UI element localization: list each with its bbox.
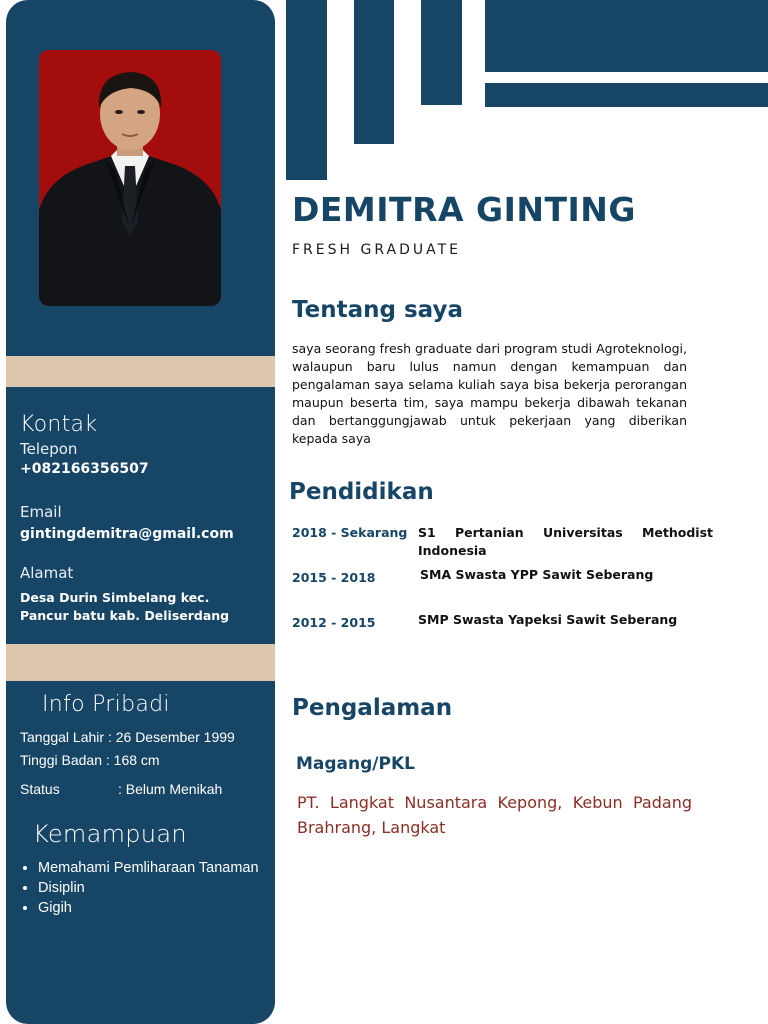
decor-bar-3: [421, 0, 462, 105]
experience-place: PT. Langkat Nusantara Kepong, Kebun Padang Brahrang, Langkat: [297, 793, 692, 837]
skill-item: • Memahami Pemliharaan Tanaman: [38, 858, 268, 878]
about-title: Tentang saya: [292, 297, 463, 323]
education-school: SMA Swasta YPP Sawit Seberang: [420, 567, 654, 582]
decor-bar-5: [485, 83, 768, 107]
beige-divider-bottom: [6, 644, 275, 681]
about-text: saya seorang fresh graduate dari program studi Agroteknologi, walaupun baru lulus namun dengan kemampuan dan pengalaman saya selama kuliah saya bisa bekerja perorangan maupun beserta tim, saya mampu bekerja dibawah tekanan dan bertanggungjawab untuk pekerjaan yang diberikan kepada saya: [292, 341, 687, 446]
birth-date: Tanggal Lahir : 26 Desember 1999: [20, 729, 235, 745]
skills-title: Kemampuan: [33, 820, 187, 848]
education-school: S1 Pertanian Universitas Methodist Indonesia: [418, 525, 713, 558]
skill-item: • Disiplin: [38, 878, 268, 898]
phone-value: +082166356507: [20, 461, 149, 477]
status-value: : Belum Menikah: [118, 781, 223, 797]
sidebar: [6, 0, 275, 1024]
email-value: gintingdemitra@gmail.com: [20, 526, 234, 542]
education-year: 2018 - Sekarang: [292, 525, 408, 540]
person-name: DEMITRA GINTING: [292, 190, 636, 229]
education-title: Pendidikan: [289, 479, 434, 505]
experience-role: Magang/PKL: [296, 754, 415, 774]
address-line-2: Pancur batu kab. Deliserdang: [20, 608, 230, 623]
address-line-1: Desa Durin Simbelang kec.: [20, 590, 210, 605]
education-school: SMP Swasta Yapeksi Sawit Seberang: [418, 612, 678, 627]
profile-photo: [39, 50, 221, 306]
contact-title: Kontak: [20, 412, 98, 437]
skills-list: [18, 858, 268, 918]
decor-bar-1: [286, 0, 327, 180]
person-portrait-icon: [39, 50, 221, 306]
education-year: 2015 - 2018: [292, 570, 376, 585]
phone-label: Telepon: [20, 440, 78, 458]
experience-title: Pengalaman: [292, 695, 453, 721]
person-subtitle: FRESH GRADUATE: [292, 242, 461, 258]
education-year: 2012 - 2015: [292, 615, 376, 630]
address-label: Alamat: [20, 564, 74, 582]
beige-divider-top: [6, 356, 275, 387]
status-label: Status: [20, 781, 60, 797]
height: Tinggi Badan : 168 cm: [20, 752, 160, 768]
personal-info-title: Info Pribadi: [42, 692, 170, 717]
skill-item: • Gigih: [38, 898, 268, 918]
decor-bar-2: [354, 0, 394, 144]
decor-bar-4: [485, 0, 768, 72]
email-label: Email: [20, 503, 62, 521]
